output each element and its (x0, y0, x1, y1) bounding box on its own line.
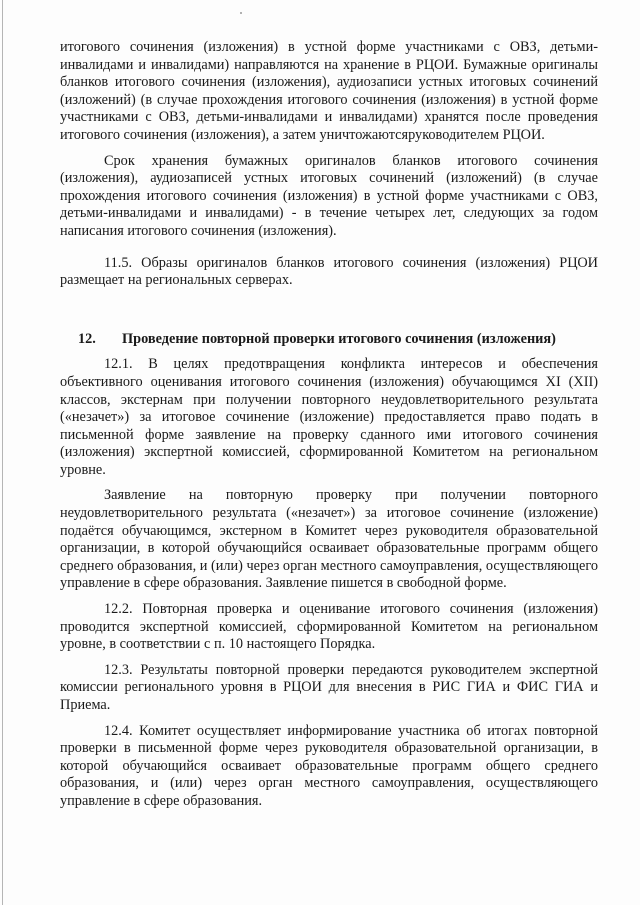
scan-edge-line (2, 0, 3, 905)
section-heading (60, 331, 598, 349)
scan-speck (240, 12, 242, 14)
document-body (60, 39, 598, 811)
section-number: 12. (78, 330, 96, 347)
paragraph-application: Заявление на повторную проверку при получении повторного неудовлетворительного результата («незачет») за итоговое сочинение (изложение) подаётся обучающимся, экстерном в Комитет через руководителя образовательной организации, в которой обучающийся осваивает образовательные программ общего среднего образования, и (или) через орган местного самоуправления, осуществляющего управление в сфере образования. Заявление пишется в свободной форме. (60, 487, 598, 592)
paragraph-12-4: 12.4. Комитет осуществляет информирование участника об итогах повторной проверки в письменной форме через руководителя образовательной организации, в которой обучающийся осваивает образовательные программ общего среднего образования, и (или) через орган местного самоуправления, осуществляющего управление в сфере образования. (60, 722, 598, 809)
paragraph-12-1: 12.1. В целях предотвращения конфликта интересов и обеспечения объективного оценивания итогового сочинения (изложения) обучающимся XI (XII) классов, экстернам при получении повторного неудовлетворительного результата («незачет») за итоговое сочинение (изложение) предоставляется право подать в письменной форме заявление на проверку сданного ими итогового сочинения (изложения) экспертной комиссией, сформированной Комитетом на региональном уровне. (60, 356, 598, 478)
paragraph-storage-continuation: итогового сочинения (изложения) в устной форме участниками с ОВЗ, детьми-инвалидами и инвалидами) направляются на хранение в РЦОИ. Бумажные оригиналы бланков итогового сочинения (изложения), аудиозаписи устных итоговых сочинений (изложений) (в случае прохождения итогового сочинения (изложения) в устной форме участниками с ОВЗ, детьми-инвалидами и инвалидами) хранятся после проведения итогового сочинения (изложения), а затем уничтожаютсяруководителем РЦОИ. (60, 39, 598, 143)
section-title: Проведение повторной проверки итогового сочинения (изложения) (122, 330, 556, 347)
paragraph-11-5: 11.5. Образы оригиналов бланков итогового сочинения (изложения) РЦОИ размещает на региональных серверах. (60, 254, 598, 289)
paragraph-12-3: 12.3. Результаты повторной проверки передаются руководителем экспертной комиссии регионального уровня в РЦОИ для внесения в РИС ГИА и ФИС ГИА и Приема. (60, 661, 598, 713)
paragraph-12-2: 12.2. Повторная проверка и оценивание итогового сочинения (изложения) проводится экспертной комиссией, сформированной Комитетом на региональном уровне, в соответствии с п. 10 настоящего Порядка. (60, 601, 598, 653)
paragraph-storage-period: Срок хранения бумажных оригиналов бланков итогового сочинения (изложения), аудиозаписей устных итоговых сочинений (изложений) (в случае прохождения итогового сочинения (изложения) в устной форме участниками с ОВЗ, детьми-инвалидами и инвалидами) - в течение четырех лет, следующих за годом написания итогового сочинения (изложения). (60, 152, 598, 239)
